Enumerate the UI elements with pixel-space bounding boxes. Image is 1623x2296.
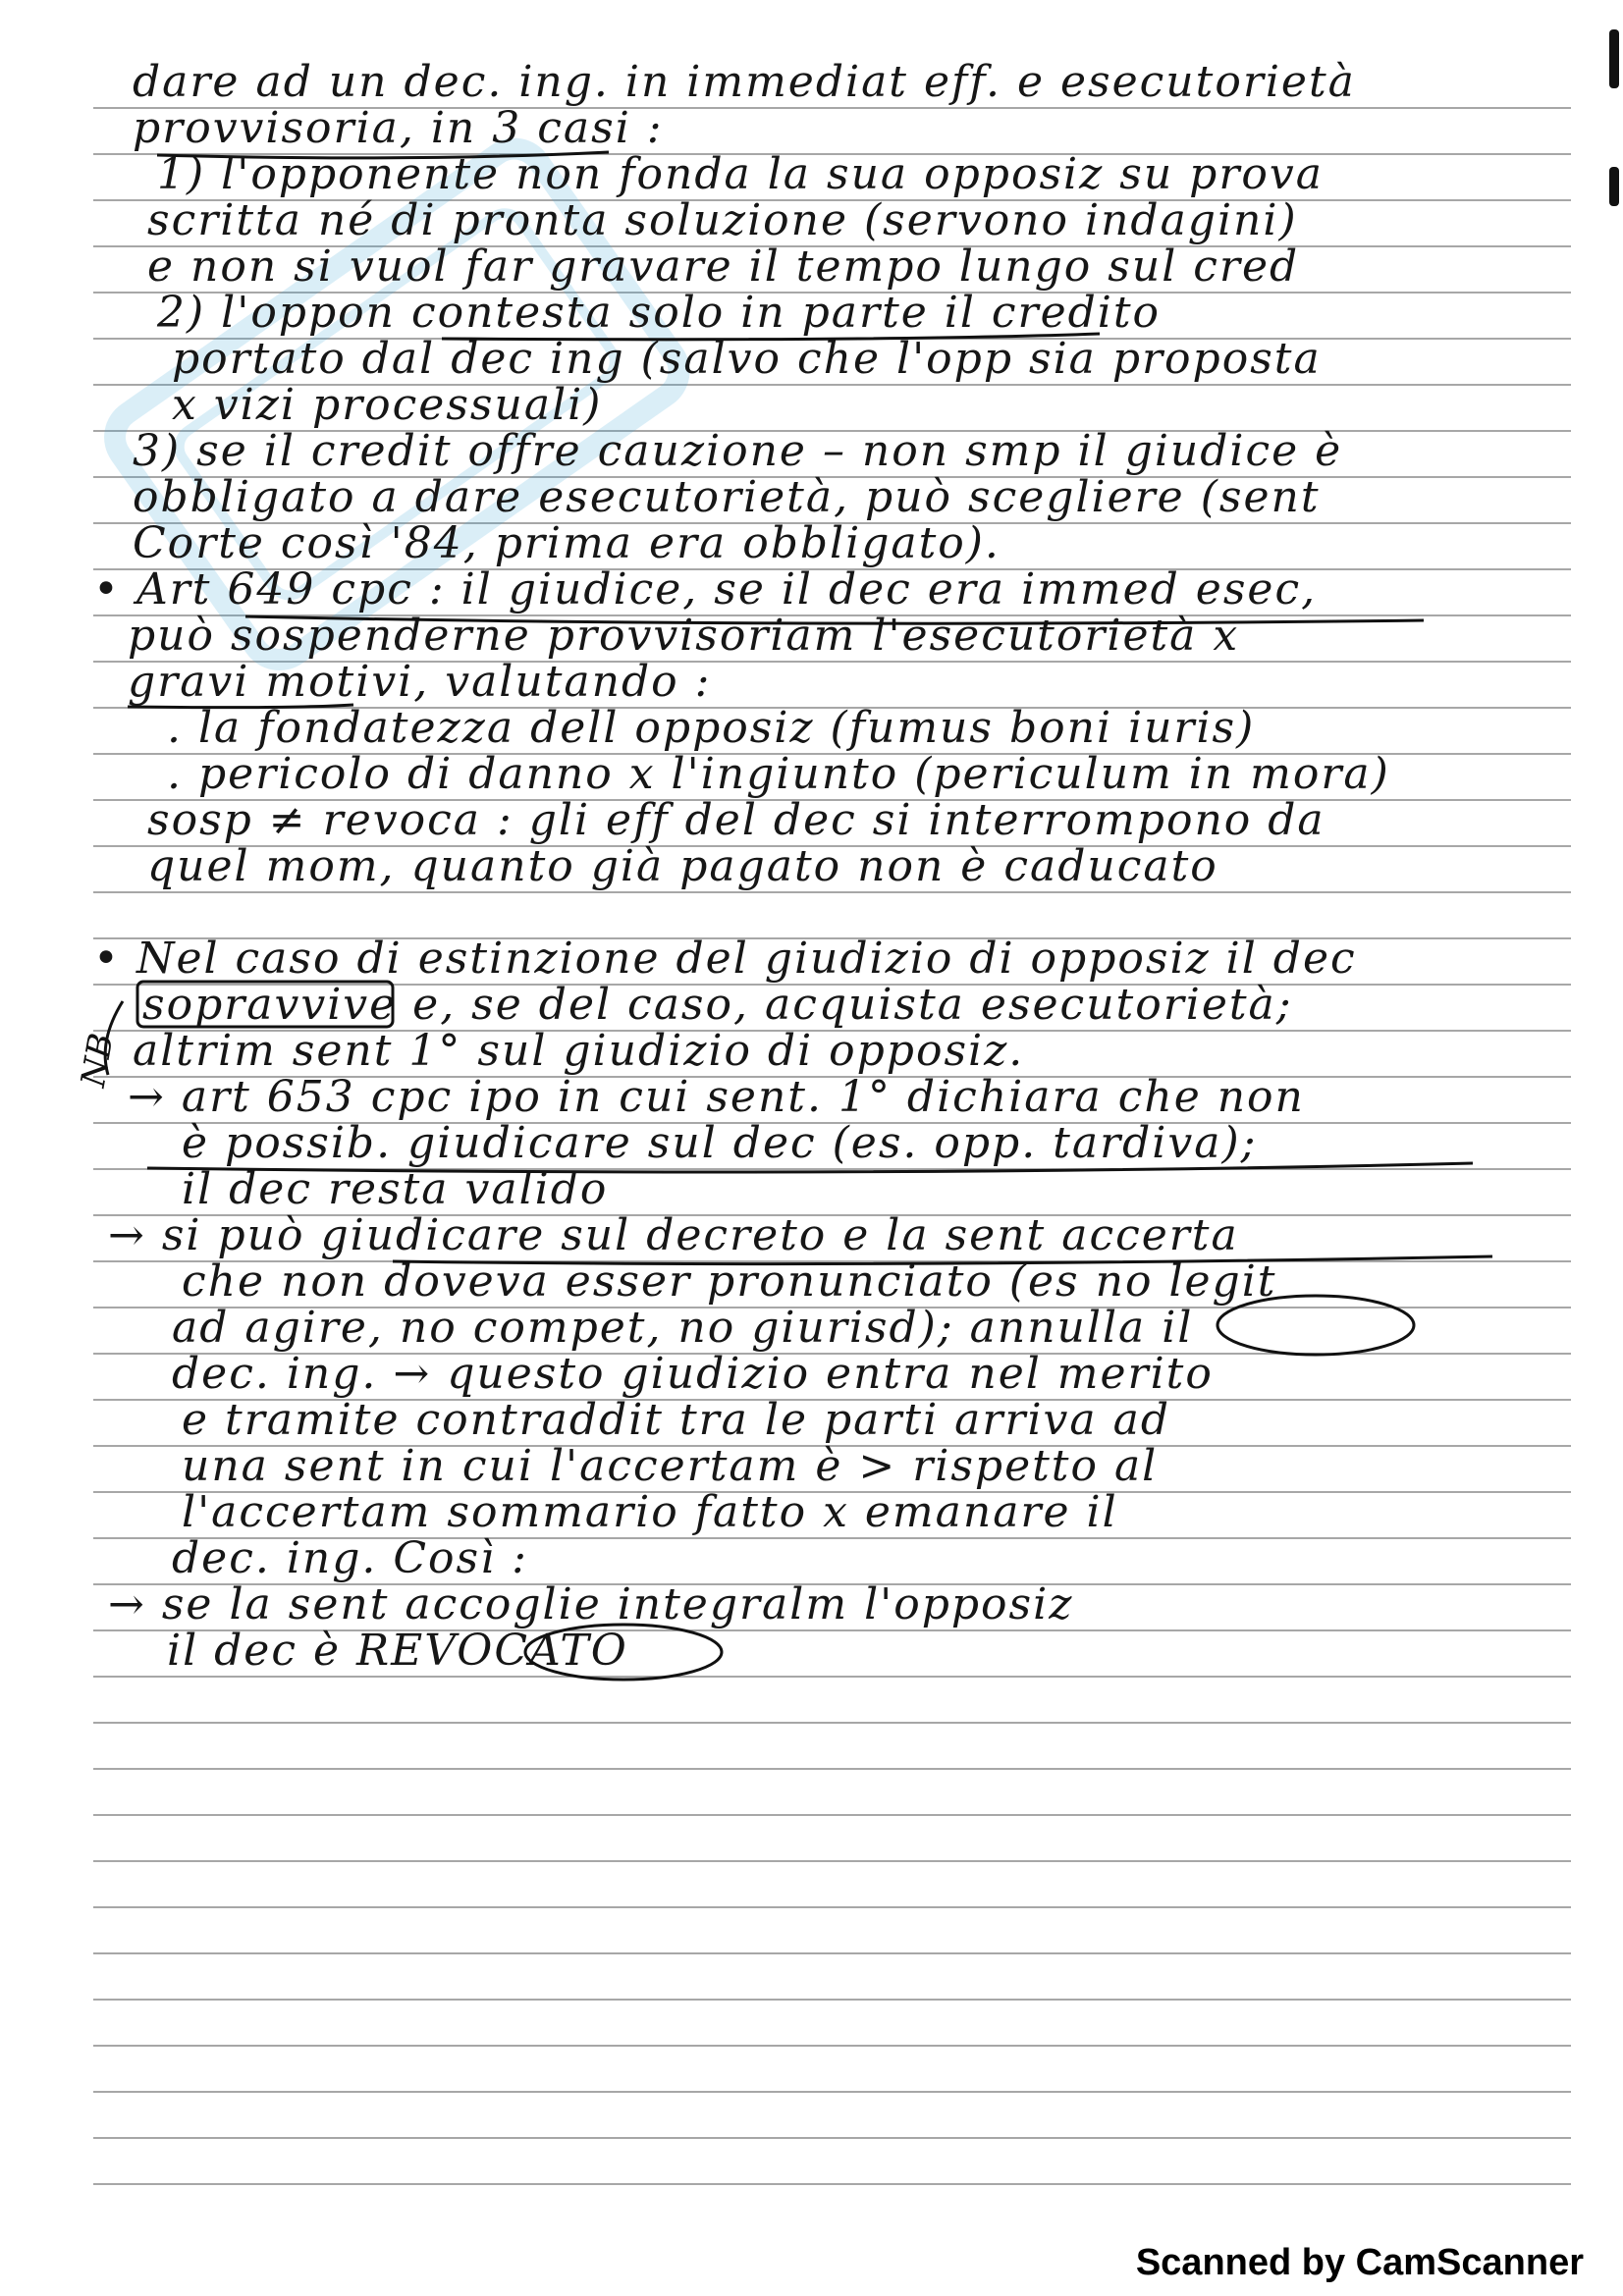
- note-line: sopravvive e, se del caso, acquista esecutorietà;: [142, 980, 1293, 1030]
- note-line: Corte così '84, prima era obbligato).: [133, 518, 1001, 568]
- note-line: l'accertam sommario fatto x emanare il: [182, 1487, 1118, 1537]
- scanner-footer: Scanned by CamScanner: [1135, 2242, 1584, 2283]
- note-line: gravi motivi, valutando :: [128, 657, 712, 707]
- margin-note: NB: [73, 1030, 122, 1091]
- note-line: che non doveva esser pronunciato (es no legit: [182, 1256, 1277, 1307]
- note-line: → si può giudicare sul decreto e la sent accerta: [108, 1210, 1239, 1260]
- note-line: il dec è REVOCATO: [167, 1626, 628, 1676]
- note-line: e tramite contraddit tra le parti arriva ad: [182, 1395, 1171, 1445]
- note-line: • Art 649 cpc : il giudice, se il dec era immed esec,: [93, 564, 1318, 614]
- note-line: 1) l'opponente non fonda la sua opposiz su prova: [157, 149, 1324, 199]
- note-line: portato dal dec ing (salvo che l'opp sia proposta: [172, 334, 1322, 384]
- note-line: → art 653 cpc ipo in cui sent. 1° dichiara che non: [128, 1072, 1305, 1122]
- note-line: e non si vuol far gravare il tempo lungo sul cred: [147, 241, 1300, 292]
- note-line: quel mom, quanto già pagato non è caducato: [147, 841, 1218, 891]
- note-line: . la fondatezza dell opposiz (fumus boni iuris): [167, 703, 1256, 753]
- note-line: scritta né di pronta soluzione (servono indagini): [147, 195, 1298, 245]
- note-line: 2) l'oppon contesta solo in parte il credito: [157, 288, 1162, 338]
- note-line: obbligato a dare esecutorietà, può scegliere (sent: [133, 472, 1321, 522]
- note-line: il dec resta valido: [182, 1164, 609, 1214]
- note-line: è possib. giudicare sul dec (es. opp. tardiva);: [182, 1118, 1258, 1168]
- note-line: può sospenderne provvisoriam l'esecutorietà x: [128, 611, 1240, 661]
- note-line: . pericolo di danno x l'ingiunto (periculum in mora): [167, 749, 1390, 799]
- note-line: dec. ing. Così :: [172, 1533, 528, 1583]
- note-line: → se la sent accoglie integralm l'opposiz: [108, 1579, 1074, 1629]
- note-line: dare ad un dec. ing. in immediat eff. e esecutorietà: [133, 57, 1356, 107]
- note-line: altrim sent 1° sul giudizio di opposiz.: [133, 1026, 1025, 1076]
- note-line: ad agire, no compet, no giurisd); annulla il: [172, 1303, 1194, 1353]
- note-line: dec. ing. → questo giudizio entra nel merito: [172, 1349, 1214, 1399]
- note-line: 3) se il credit offre cauzione – non smp il giudice è: [133, 426, 1343, 476]
- note-line: provvisoria, in 3 casi :: [133, 103, 664, 153]
- note-line: una sent in cui l'accertam è > rispetto al: [182, 1441, 1159, 1491]
- note-line: sosp ≠ revoca : gli eff del dec si interrompono da: [147, 795, 1325, 845]
- note-line: • Nel caso di estinzione del giudizio di opposiz il dec: [93, 934, 1357, 984]
- note-line: x vizi processuali): [172, 380, 603, 430]
